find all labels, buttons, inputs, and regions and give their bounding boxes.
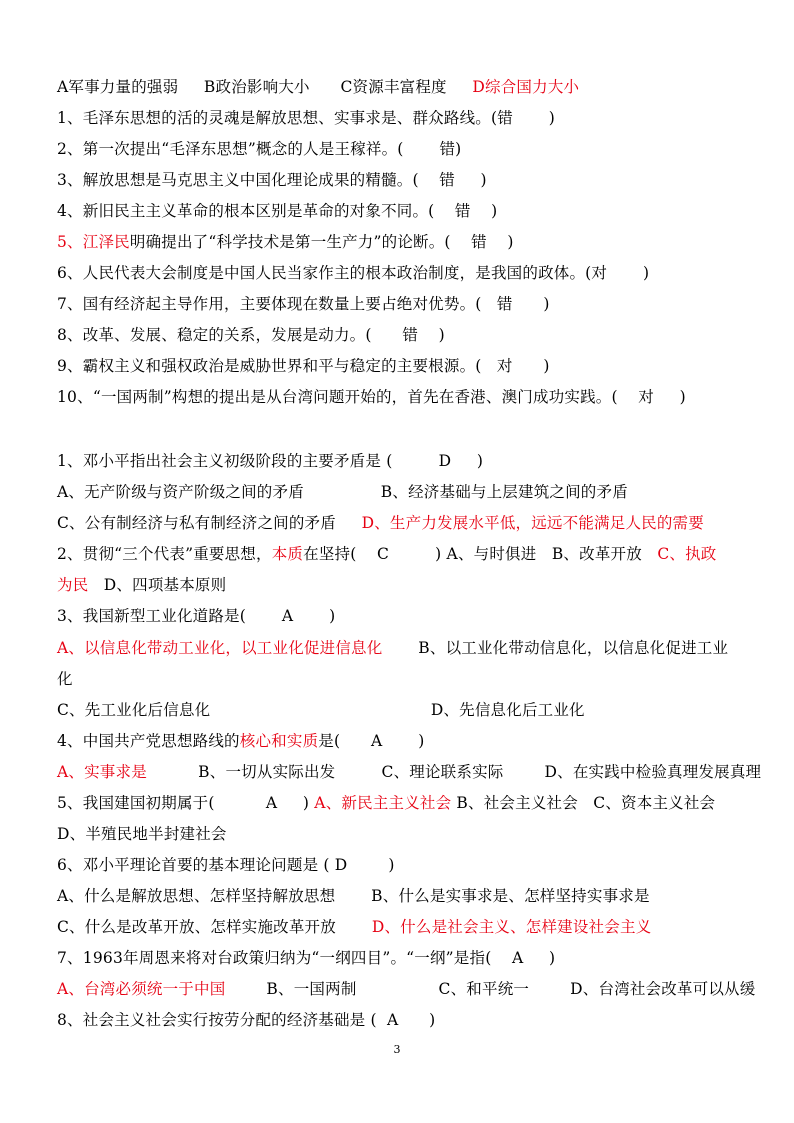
text-segment: 7、国有经济起主导作用，主要体现在数量上要占绝对优势。( 错 )	[57, 295, 550, 313]
text-line	[57, 979, 756, 999]
text-line	[57, 606, 744, 626]
text-segment: 是( A )	[318, 732, 425, 750]
text-line	[57, 482, 744, 502]
text-segment: 8、社会主义社会实行按劳分配的经济基础是 ( A )	[57, 1011, 436, 1029]
text-line	[57, 1010, 744, 1030]
text-line	[57, 917, 744, 937]
text-line	[57, 77, 744, 97]
text-segment: 3、解放思想是马克思主义中国化理论成果的精髓。( 错 )	[57, 171, 487, 189]
text-line	[57, 108, 744, 128]
text-line	[57, 325, 744, 345]
highlighted-text: A、台湾必须统一于中国	[57, 980, 226, 998]
text-segment: 2、贯彻“三个代表”重要思想，	[57, 545, 272, 563]
text-segment: 9、霸权主义和强权政治是威胁世界和平与稳定的主要根源。( 对 )	[57, 357, 550, 375]
text-line	[57, 575, 744, 595]
text-segment: B、一国两制 C、和平统一 D、台湾社会改革可以从缓	[225, 980, 756, 998]
text-line	[57, 824, 744, 844]
text-line	[57, 762, 762, 782]
text-line	[57, 513, 744, 533]
text-line	[57, 263, 744, 283]
text-segment: 6、人民代表大会制度是中国人民当家作主的根本政治制度，是我国的政体。(对 )	[57, 264, 650, 282]
text-segment: 明确提出了“科学技术是第一生产力”的论断。( 错 )	[129, 233, 514, 251]
text-segment: D、四项基本原则	[88, 576, 227, 594]
text-segment: 5、我国建国初期属于( A )	[57, 794, 315, 812]
text-line	[57, 669, 744, 689]
text-segment: B、一切从实际出发 C、理论联系实际 D、在实践中检验真理发展真理	[146, 763, 762, 781]
text-line	[57, 793, 744, 813]
text-line	[57, 451, 744, 471]
text-segment: 2、第一次提出“毛泽东思想”概念的人是王稼祥。( 错)	[57, 140, 462, 158]
highlighted-text: 为民	[57, 576, 89, 594]
highlighted-text: A、以信息化带动工业化，以工业化促进信息化	[57, 639, 383, 657]
text-segment: 化	[57, 670, 73, 688]
text-line	[57, 544, 744, 564]
highlighted-text: 本质	[271, 545, 304, 563]
highlighted-text: A、实事求是	[57, 763, 147, 781]
text-segment: A、什么是解放思想、怎样坚持解放思想 B、什么是实事求是、怎样坚持实事求是	[57, 887, 650, 905]
highlighted-text: 5、	[57, 233, 83, 251]
text-segment: C、公有制经济与私有制经济之间的矛盾	[57, 514, 362, 532]
text-segment: A、无产阶级与资产阶级之间的矛盾 B、经济基础与上层建筑之间的矛盾	[57, 483, 628, 501]
text-segment: 1、邓小平指出社会主义初级阶段的主要矛盾是 ( D )	[57, 452, 484, 470]
text-segment: 3、我国新型工业化道路是( A )	[57, 607, 336, 625]
text-segment: D、半殖民地半封建社会	[57, 825, 227, 843]
highlighted-text: D综合国力大小	[472, 78, 580, 96]
text-line	[57, 886, 744, 906]
text-line	[57, 201, 744, 221]
highlighted-text: 核心和实质	[239, 732, 319, 750]
text-segment: 4、中国共产党思想路线的	[57, 732, 240, 750]
text-segment: A军事力量的强弱 B政治影响大小 C资源丰富程度	[57, 78, 473, 96]
text-segment: B、以工业化带动信息化，以信息化促进工业	[382, 639, 729, 657]
text-segment: C、先工业化后信息化 D、先信息化后工业化	[57, 701, 585, 719]
text-segment: B、社会主义社会 C、资本主义社会	[451, 794, 716, 812]
text-segment: 10、“一国两制”构想的提出是从台湾问题开始的，首先在香港、澳门成功实践。( 对 )	[57, 388, 686, 406]
text-line	[57, 170, 744, 190]
text-segment: 1、毛泽东思想的活的灵魂是解放思想、实事求是、群众路线。(错 )	[57, 109, 556, 127]
text-line	[57, 638, 744, 658]
text-line	[57, 139, 744, 159]
highlighted-text: D、生产力发展水平低，远远不能满足人民的需要	[361, 514, 704, 532]
highlighted-text: A、新民主主义社会	[314, 794, 452, 812]
text-line	[57, 855, 744, 875]
highlighted-text: D、什么是社会主义、怎样建设社会主义	[371, 918, 652, 936]
text-segment: 7、1963年周恩来将对台政策归纳为“一纲四目”。“一纲”是指( A )	[57, 949, 556, 967]
highlighted-text: C、执政	[657, 545, 717, 563]
text-line	[57, 700, 744, 720]
text-line	[57, 387, 744, 407]
text-segment: 在坚持( C ) A、与时俱进 B、改革开放	[303, 545, 658, 563]
page-number: 3	[393, 1043, 401, 1056]
text-line	[57, 356, 744, 376]
text-line	[57, 731, 744, 751]
text-segment: 4、新旧民主主义革命的根本区别是革命的对象不同。( 错 )	[57, 202, 498, 220]
text-line	[57, 294, 744, 314]
text-segment: 8、改革、发展、稳定的关系，发展是动力。( 错 )	[57, 326, 445, 344]
text-segment: 6、邓小平理论首要的基本理论问题是 ( D )	[57, 856, 395, 874]
highlighted-text: 江泽民	[82, 233, 130, 251]
text-line	[57, 232, 744, 252]
text-segment: C、什么是改革开放、怎样实施改革开放	[57, 918, 372, 936]
text-line	[57, 948, 744, 968]
